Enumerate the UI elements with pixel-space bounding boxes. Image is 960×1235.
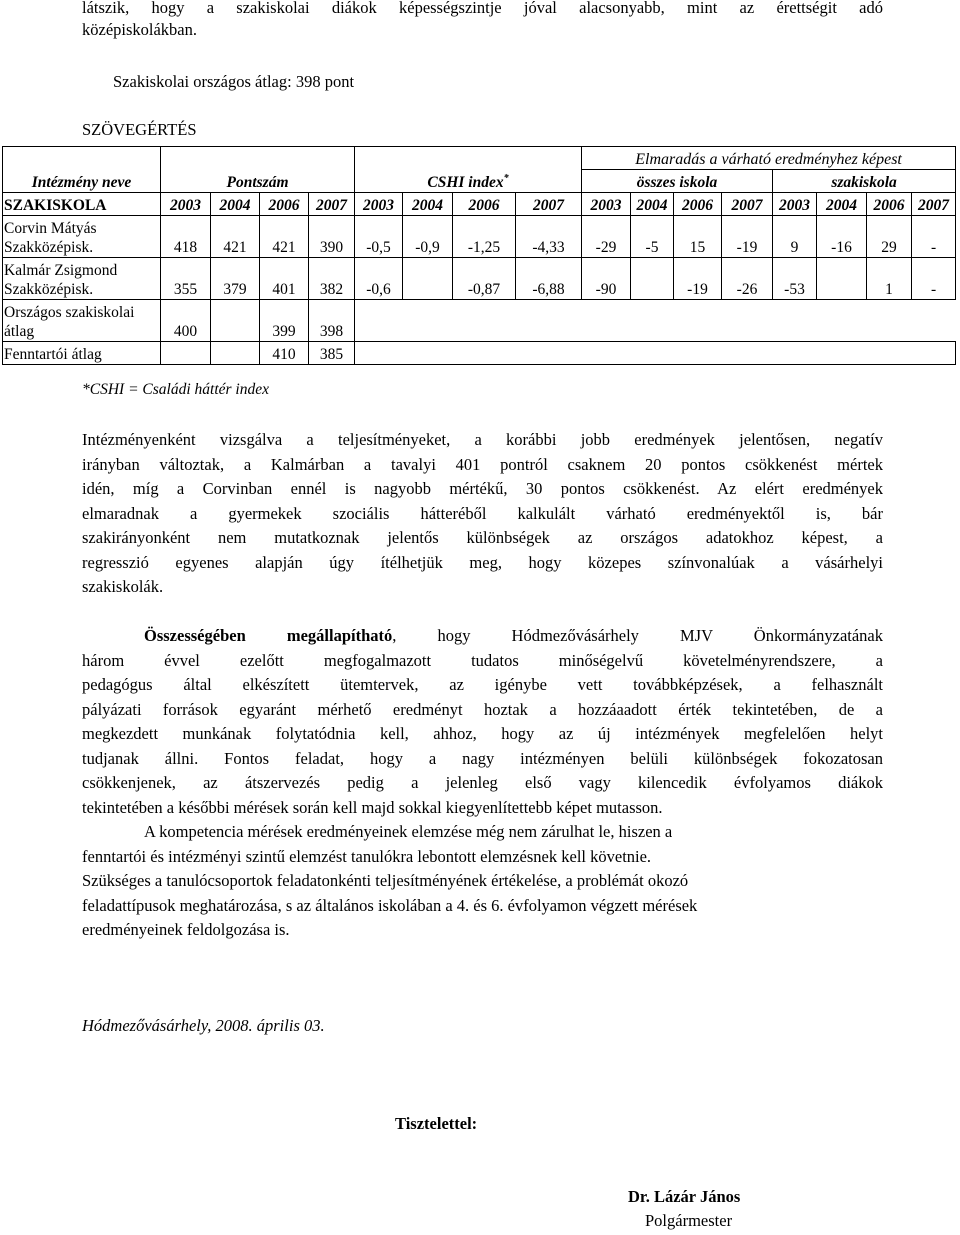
value-cell: 421 (260, 216, 309, 258)
col-all-schools-header: összes iskola (582, 170, 773, 193)
year-cell: 2006 (453, 193, 516, 216)
value-cell: -0,9 (403, 216, 453, 258)
text-line: Szükséges a tanulócsoportok feladatonkénti teljesítményének értékelése, a problémát okozó (82, 871, 689, 890)
text-line: fenntartói és intézményi szintű elemzést tanulókra lebontott elemzésnek kell követnie. (82, 846, 652, 866)
text-line: elmaradnak a gyermekek szociális hátteréből kalkulált várható eredményektől is, bár (82, 503, 883, 523)
value-cell (403, 258, 453, 300)
table-row (3, 216, 956, 258)
value-cell: 15 (674, 216, 722, 258)
text-line: feladattípusok meghatározása, s az általános iskolában a 4. és 6. évfolyamon végzett mérések (82, 895, 698, 915)
bold-lead: Összességében megállapítható (144, 626, 393, 645)
year-cell: 2006 (867, 193, 912, 216)
value-cell: 385 (309, 342, 355, 365)
year-cell: 2004 (403, 193, 453, 216)
text-line: szakiskolák. (82, 577, 164, 596)
table-row (3, 342, 956, 365)
col-cshi-header: CSHI index* (355, 170, 582, 193)
value-cell: -26 (722, 258, 773, 300)
text-line: idén, míg a Corvinban ennél is nagyobb mértékű, 30 pontos csökkenést. Az elért eredmények (82, 479, 883, 498)
value-cell: -29 (582, 216, 631, 258)
value-cell (631, 258, 674, 300)
value-cell: 401 (260, 258, 309, 300)
paragraph-1 (82, 428, 883, 600)
row-label: SZAKISKOLA (3, 193, 161, 216)
value-cell: -0,6 (355, 258, 403, 300)
year-cell: 2006 (260, 193, 309, 216)
school-name: Kalmár Zsigmond Szakközépisk. (3, 258, 161, 300)
average-name: Országos szakiskolai átlag (3, 300, 161, 342)
intro-line-1: látszik, hogy a szakiskolai diákok képességszintje jóval alacsonyabb, mint az érettségit adó (82, 0, 883, 17)
value-cell (817, 258, 867, 300)
value-cell: -16 (817, 216, 867, 258)
place-date: Hódmezővásárhely, 2008. április 03. (82, 1016, 325, 1035)
value-cell: 400 (161, 300, 211, 342)
value-cell: 355 (161, 258, 211, 300)
text-line: A kompetencia mérések eredményeinek elemzése még nem zárulhat le, hiszen a (144, 822, 673, 841)
table-header-row-2 (3, 170, 956, 193)
value-cell: 421 (211, 216, 260, 258)
section-title: SZÖVEGÉRTÉS (82, 120, 197, 139)
year-cell: 2003 (582, 193, 631, 216)
year-cell: 2007 (722, 193, 773, 216)
value-cell: 398 (309, 300, 355, 342)
text-line: csökkenjenek, az átszervezés pedig a jelenleg első vagy kilencedik évfolyamos diákok (82, 773, 883, 792)
intro-line-2: középiskolákban. (82, 20, 198, 39)
value-cell: 9 (773, 216, 817, 258)
value-cell: -53 (773, 258, 817, 300)
table-row (3, 300, 956, 342)
table-header-row-1 (3, 147, 956, 170)
text-line: Intézményenként vizsgálva a teljesítményeket, a korábbi jobb eredmények jelentősen, negatív (82, 430, 883, 449)
text-line: tekintetében a későbbi mérések során kell majd sokkal kiegyenlítettebb képet mutasson. (82, 797, 663, 817)
value-cell: 1 (867, 258, 912, 300)
value-cell: 382 (309, 258, 355, 300)
value-cell: 29 (867, 216, 912, 258)
col-points-header: Pontszám (161, 170, 355, 193)
year-cell: 2003 (773, 193, 817, 216)
value-cell: -5 (631, 216, 674, 258)
school-name: Corvin Mátyás Szakközépisk. (3, 216, 161, 258)
year-cell: 2004 (211, 193, 260, 216)
value-cell: 399 (260, 300, 309, 342)
paragraph-2 (82, 624, 883, 820)
value-cell: -0,87 (453, 258, 516, 300)
greeting: Tisztelettel: (395, 1114, 478, 1133)
year-cell: 2006 (674, 193, 722, 216)
results-table (2, 146, 956, 365)
value-cell (211, 300, 260, 342)
col-name-header: Intézmény neve (3, 170, 161, 193)
value-cell: 410 (260, 342, 309, 365)
year-cell: 2003 (355, 193, 403, 216)
value-cell: -4,33 (516, 216, 582, 258)
value-cell: -1,25 (453, 216, 516, 258)
signer-title: Polgármester (645, 1211, 733, 1230)
year-cell: 2004 (631, 193, 674, 216)
value-cell (161, 342, 211, 365)
text-line: irányban változtak, a Kalmárban a tavalyi 401 pontról csaknem 20 pontos csökkenést mértek (82, 454, 883, 474)
value-cell: - (912, 216, 956, 258)
year-cell: 2004 (817, 193, 867, 216)
table-row (3, 258, 956, 300)
value-cell: 379 (211, 258, 260, 300)
text-line (82, 624, 883, 649)
average-name: Fenntartói átlag (3, 342, 161, 365)
year-cell: 2007 (516, 193, 582, 216)
table-footnote: *CSHI = Családi háttér index (82, 381, 269, 398)
signer-name: Dr. Lázár János (628, 1187, 741, 1206)
value-cell: -90 (582, 258, 631, 300)
text-fragment: , hogy Hódmezővásárhely MJV Önkormányzatának (392, 626, 883, 645)
value-cell: -0,5 (355, 216, 403, 258)
col-szakiskola-header: szakiskola (773, 170, 956, 193)
year-cell: 2007 (912, 193, 956, 216)
text-line: eredményeinek feldolgozása is. (82, 920, 290, 939)
text-line: megkezdett munkának folytatódnia kell, ahhoz, hogy az új intézmények megfelelően helyt (82, 724, 883, 743)
value-cell: 418 (161, 216, 211, 258)
value-cell: -19 (674, 258, 722, 300)
text-line: tudjanak állni. Fontos feladat, hogy a nagy intézményen belüli különbségek fokozatosan (82, 748, 883, 768)
elmaradas-header: Elmaradás a várható eredményhez képest (582, 147, 956, 170)
value-cell (211, 342, 260, 365)
text-line: regresszió egyenes alapján úgy ítélhetjük meg, hogy közepes színvonalúak a vásárhelyi (82, 552, 883, 572)
paragraph-3 (82, 820, 883, 943)
value-cell: - (912, 258, 956, 300)
value-cell: 390 (309, 216, 355, 258)
value-cell: -6,88 (516, 258, 582, 300)
text-line: pedagógus által elkészített ütemtervek, az igénybe vett továbbképzések, a felhasznált (82, 675, 883, 694)
national-average-text: Szakiskolai országos átlag: 398 pont (113, 72, 355, 91)
years-row (3, 193, 956, 216)
text-line: pályázati források egyaránt mérhető eredményt hoztak a hozzáaadott érték tekintetében, de a (82, 699, 883, 719)
text-line: három évvel ezelőtt megfogalmazott tudatos minőségelvű követelményrendszere, a (82, 650, 883, 670)
year-cell: 2007 (309, 193, 355, 216)
text-line: szakirányonként nem mutatkoznak jelentős különbségek az országos adatokhoz képest, a (82, 528, 883, 547)
value-cell: -19 (722, 216, 773, 258)
year-cell: 2003 (161, 193, 211, 216)
